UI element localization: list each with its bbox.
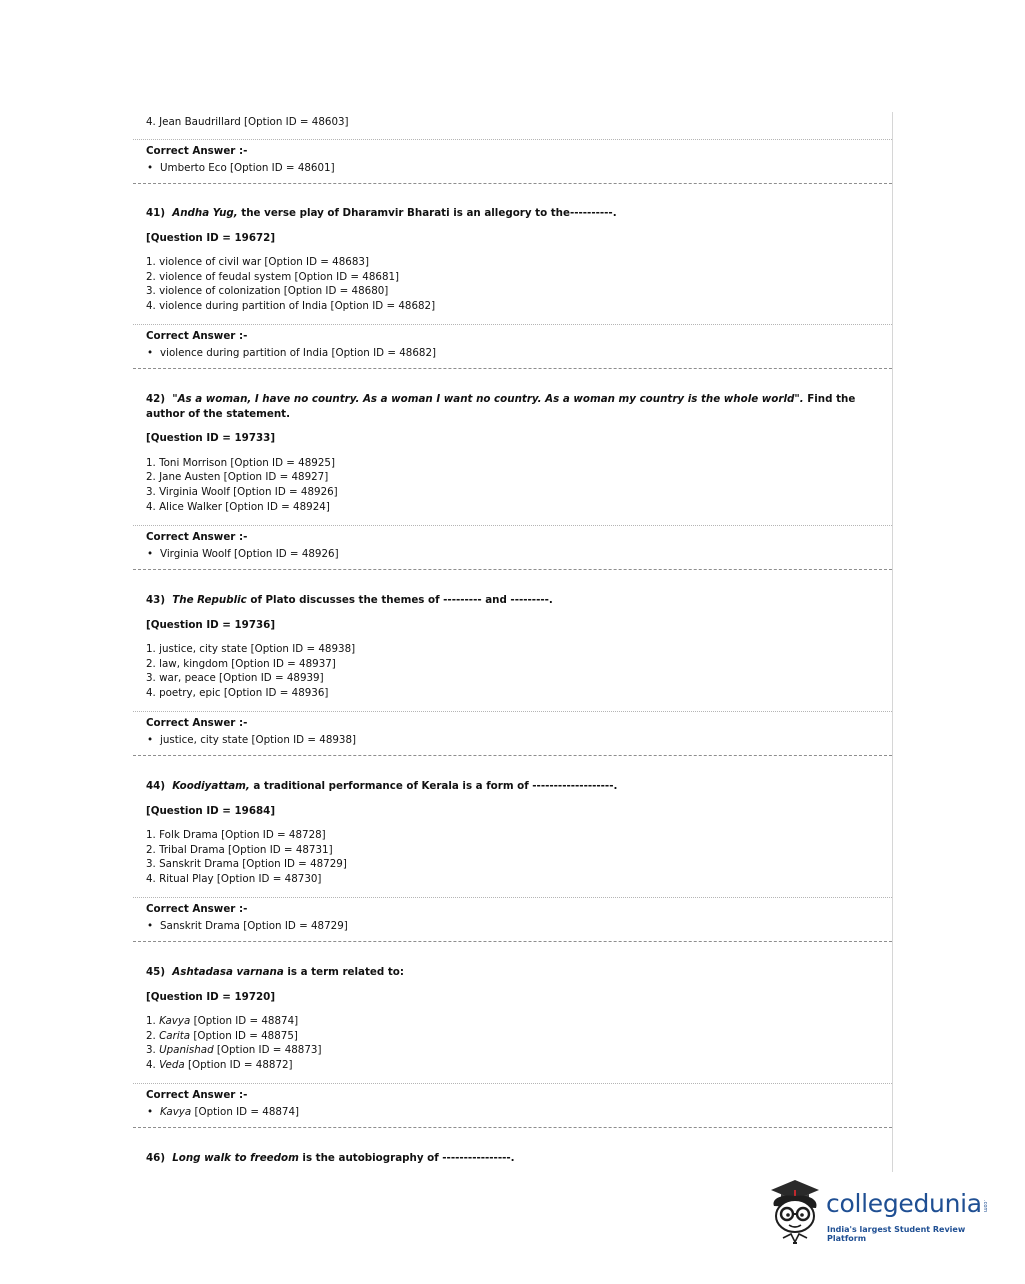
option-item: 4. Jean Baudrillard [Option ID = 48603] [146, 116, 349, 128]
option-item: 4. Ritual Play [Option ID = 48730] [146, 872, 322, 885]
question-title-italic: The Republic [172, 594, 247, 606]
option-item: 3. Sanskrit Drama [Option ID = 48729] [146, 858, 347, 871]
exam-page [133, 112, 893, 1172]
option-list [133, 112, 892, 140]
question-title-rest: Find the author of the statement. [146, 393, 856, 420]
option-item: 4. Alice Walker [Option ID = 48924] [146, 500, 330, 513]
question-id: [Question ID = 19720] [146, 990, 276, 1003]
correct-answer-block [133, 325, 892, 369]
question-number: 41) [146, 207, 166, 219]
question-title-italic: Andha Yug, [172, 207, 238, 219]
question-block [133, 756, 892, 898]
question-title-italic: Ashtadasa varnana [172, 966, 284, 978]
question-number: 46) [146, 1152, 166, 1164]
option-list [146, 632, 892, 700]
option-item: 2. violence of feudal system [Option ID = 48681] [146, 270, 400, 283]
option-list [146, 818, 892, 886]
correct-answer-value: • justice, city state [Option ID = 48938] [146, 731, 892, 748]
option-item: 1. Kavya [Option ID = 48874] [146, 1015, 299, 1028]
option-item: 1. Folk Drama [Option ID = 48728] [146, 829, 326, 842]
correct-answer-block [133, 526, 892, 570]
question-block [133, 369, 892, 526]
question-id: [Question ID = 19736] [146, 618, 276, 631]
question-title-rest: a traditional performance of Kerala is a form of -------------------. [249, 780, 618, 792]
logo-wordmark: collegedunia [826, 1189, 982, 1218]
question-block [133, 1128, 892, 1172]
option-item: 1. Toni Morrison [Option ID = 48925] [146, 456, 335, 469]
question-id: [Question ID = 19672] [146, 231, 276, 244]
correct-answer-heading: Correct Answer :- [146, 145, 248, 157]
correct-answer-heading: Correct Answer :- [146, 330, 248, 342]
option-item: 2. Tribal Drama [Option ID = 48731] [146, 843, 333, 856]
option-list [146, 446, 892, 514]
logo-tagline: India's largest Student Review Platform [827, 1225, 966, 1243]
correct-answer-value: • Sanskrit Drama [Option ID = 48729] [146, 917, 892, 934]
question-id: [Question ID = 19684] [146, 804, 276, 817]
mascot-icon [765, 1176, 827, 1248]
correct-answer-value: • Kavya [Option ID = 48874] [146, 1103, 892, 1120]
option-item: 1. justice, city state [Option ID = 48938] [146, 643, 356, 656]
collegedunia-logo [765, 1176, 997, 1256]
option-item: 3. violence of colonization [Option ID = 48680] [146, 285, 389, 298]
correct-answer-heading: Correct Answer :- [146, 1089, 248, 1101]
correct-answer-block [133, 712, 892, 756]
question-block [133, 184, 892, 325]
question-text [146, 369, 892, 421]
correct-answer-block [133, 898, 892, 942]
option-item: 1. violence of civil war [Option ID = 48683] [146, 256, 369, 269]
question-title-italic: Koodiyattam, [172, 780, 250, 792]
question-title-rest: of Plato discusses the themes of --------- and ---------. [246, 594, 553, 606]
question-id: [Question ID = 19733] [146, 432, 276, 445]
question-title-italic: "As a woman, I have no country. As a woman I want no country. As a woman my country is the whole world". [172, 393, 804, 405]
correct-answer-heading: Correct Answer :- [146, 531, 248, 543]
question-text [146, 570, 892, 608]
question-text [146, 1128, 892, 1166]
correct-answer-value: • Virginia Woolf [Option ID = 48926] [146, 545, 892, 562]
option-item: 3. Upanishad [Option ID = 48873] [146, 1044, 322, 1057]
question-text [146, 942, 892, 980]
question-block [133, 570, 892, 712]
question-title-rest: the verse play of Dharamvir Bharati is an allegory to the----------. [237, 207, 617, 219]
question-number: 44) [146, 780, 166, 792]
question-block [133, 942, 892, 1084]
option-item: 4. violence during partition of India [Option ID = 48682] [146, 299, 436, 312]
option-list [146, 245, 892, 313]
question-title-italic: Long walk to freedom [172, 1152, 299, 1164]
question-text [146, 756, 892, 794]
correct-answer-value: • violence during partition of India [Option ID = 48682] [146, 344, 892, 361]
question-number: 42) [146, 393, 166, 405]
option-item: 3. Virginia Woolf [Option ID = 48926] [146, 485, 338, 498]
correct-answer-heading: Correct Answer :- [146, 903, 248, 915]
correct-answer-block [133, 140, 892, 184]
logo-com: .com [982, 1200, 988, 1213]
option-item: 3. war, peace [Option ID = 48939] [146, 672, 324, 685]
option-item: 4. Veda [Option ID = 48872] [146, 1058, 293, 1071]
correct-answer-value: • Umberto Eco [Option ID = 48601] [146, 159, 892, 176]
question-text [146, 184, 892, 221]
question-number: 43) [146, 594, 166, 606]
option-item: 2. Jane Austen [Option ID = 48927] [146, 471, 329, 484]
question-title-rest: is a term related to: [283, 966, 404, 978]
option-item: 4. poetry, epic [Option ID = 48936] [146, 686, 329, 699]
option-list [146, 1004, 892, 1072]
question-title-rest: is the autobiography of ----------------. [298, 1152, 515, 1164]
correct-answer-heading: Correct Answer :- [146, 717, 248, 729]
option-item: 2. Carita [Option ID = 48875] [146, 1029, 298, 1042]
question-number: 45) [146, 966, 166, 978]
option-item: 2. law, kingdom [Option ID = 48937] [146, 657, 336, 670]
correct-answer-block [133, 1084, 892, 1128]
